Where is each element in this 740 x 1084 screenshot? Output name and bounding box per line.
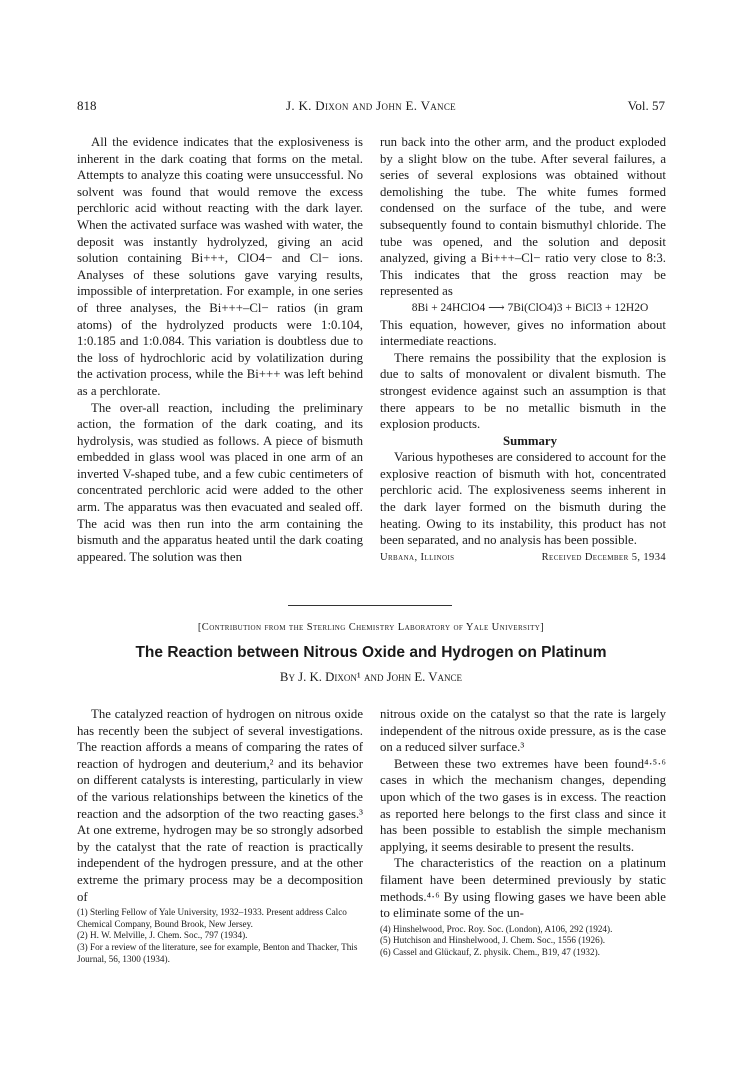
signature-line [380,550,666,567]
article-title: The Reaction between Nitrous Oxide and Hydrogen on Platinum [135,644,607,661]
characteristics-paragraph: The characteristics of the reaction on a platinum filament have been determined previously by static methods.⁴·⁶ By using flowing gases we have been able to eliminate some of the un- [380,856,666,921]
intro-continuation: nitrous oxide on the catalyst so that the rate is largely independent of the nitrous oxide pressure, as is the case on a reduced silver surface.³ [380,707,666,755]
prev-paragraph-4: This equation, however, gives no information about intermediate reactions. [380,317,666,349]
prev-paragraph-2: The over-all reaction, including the preliminary action, the formation of the dark coating, and its hydrolysis, was studied as follows. A piece of bismuth embedded in glass wool was placed in one arm of an inverted V-shaped tube, and a few cubic centimeters of concentrated perchloric acid were added to the other arm. The apparatus was then evacuated and sealed off. The acid was then run into the arm containing the bismuth and the apparatus heated until the dark coating appeared. The solution was then [77,400,363,564]
footnote-4: (4) Hinshelwood, Proc. Roy. Soc. (London), A106, 292 (1924). [380,923,613,934]
signature-place: Urbana, Illinois [380,551,455,563]
footnotes-left [77,907,363,965]
new-article-left-column [77,706,363,965]
page-number: 818 [77,98,97,113]
prev-article-right-column [380,134,666,566]
footnote-2: (2) H. W. Melville, J. Chem. Soc., 797 (1934). [77,930,248,941]
mechanism-paragraph: Between these two extremes have been found⁴·⁵·⁶ cases in which the mechanism changes, depending upon which of the two gases is in excess. The reaction as reported here belongs to the first class and since it has been possible to establish the simple mechanism applying, it seems desirable to present the results. [380,756,666,854]
running-head-authors: J. K. Dixon and John E. Vance [286,98,456,113]
new-article-right-column [380,706,666,959]
prev-paragraph-5: There remains the possibility that the explosion is due to salts of monovalent or divalent bismuth. The strongest evidence against such an assumption is that there appears to be no metallic bismuth in the explosion products. [380,350,666,432]
footnote-1: (1) Sterling Fellow of Yale University, 1932–1933. Present address Calco Chemical Company, Bound Brook, New Jersey. [77,907,347,929]
summary-heading: Summary [502,433,558,448]
prev-paragraph-3: run back into the other arm, and the product exploded by a slight blow on the tube. After several failures, a series of several explosions was obtained without demolishing the tube. The white fumes formed condensed on the surface of the tube, and were subsequently found to contain bismuthyl chloride. The tube was opened, and the solution and deposit analyzed, giving a Bi+++–Cl− ratio very close to 8:3. This indicates that the gross reaction may be represented as [380,135,666,299]
footnotes-right [380,924,666,959]
summary-text: Various hypotheses are considered to account for the explosive reaction of bismuth with hot, concentrated perchloric acid. The explosiveness seems inherent in the dark layer formed on the bismuth during the heating. Owing to its instability, this product has not been separated, and no analysis has been possible. [380,450,666,548]
footnote-6: (6) Cassel and Glückauf, Z. physik. Chem., B19, 47 (1932). [380,946,600,957]
intro-paragraph: The catalyzed reaction of hydrogen on nitrous oxide has recently been the subject of several investigations. The reaction affords a means of comparing the rates of reaction of hydrogen and deuterium,² and its behavior on different catalysts is interesting, particularly in view of the various relationships between the kinetics of the reaction and the adsorption of the two reacting gases.³ At one extreme, hydrogen may be so strongly adsorbed by the catalyst that the rate of reaction is practically independent of the hydrogen pressure, and at the other extreme the primary process may be a decomposition of [77,707,363,904]
reaction-equation: 8Bi + 24HClO4 ⟶ 7Bi(ClO4)3 + BiCl3 + 12H2O [411,301,649,314]
footnote-3: (3) For a review of the literature, see for example, Benton and Thacker, This Journal, 56, 1300 (1934). [77,941,358,964]
contribution-line: [Contribution from the Sterling Chemistry Laboratory of Yale University] [197,622,545,633]
running-head [77,98,665,116]
prev-paragraph-1: All the evidence indicates that the explosiveness is inherent in the dark coating that forms on the metal. Attempts to analyze this coating were unsuccessful. No solvent was found that would remove the excess perchloric acid without reacting with the dark layer. When the activated surface was washed with water, the deposit was instantly hydrolyzed, giving an acid solution containing Bi+++, ClO4− and Cl− ions. Analyses of these solutions gave varying results, impossible of interpretation. For example, in one series of three analyses, the Bi+++–Cl− ratios (in gram atoms) of the hydrolyzed products were 1:0.104, 1:0.185 and 1:0.084. This variation is doubtless due to the loss of hydrochloric acid by volatilization during the activation process, while the Bi+++ was left behind as a perchlorate. [77,135,363,398]
section-divider [288,605,452,606]
footnote-5: (5) Hutchison and Hinshelwood, J. Chem. Soc., 1556 (1926). [380,935,606,946]
prev-article-left-column [77,134,363,565]
volume-label: Vol. 57 [627,98,665,113]
signature-received: Received December 5, 1934 [541,551,666,563]
article-byline: By J. K. Dixon¹ and John E. Vance [279,670,463,684]
